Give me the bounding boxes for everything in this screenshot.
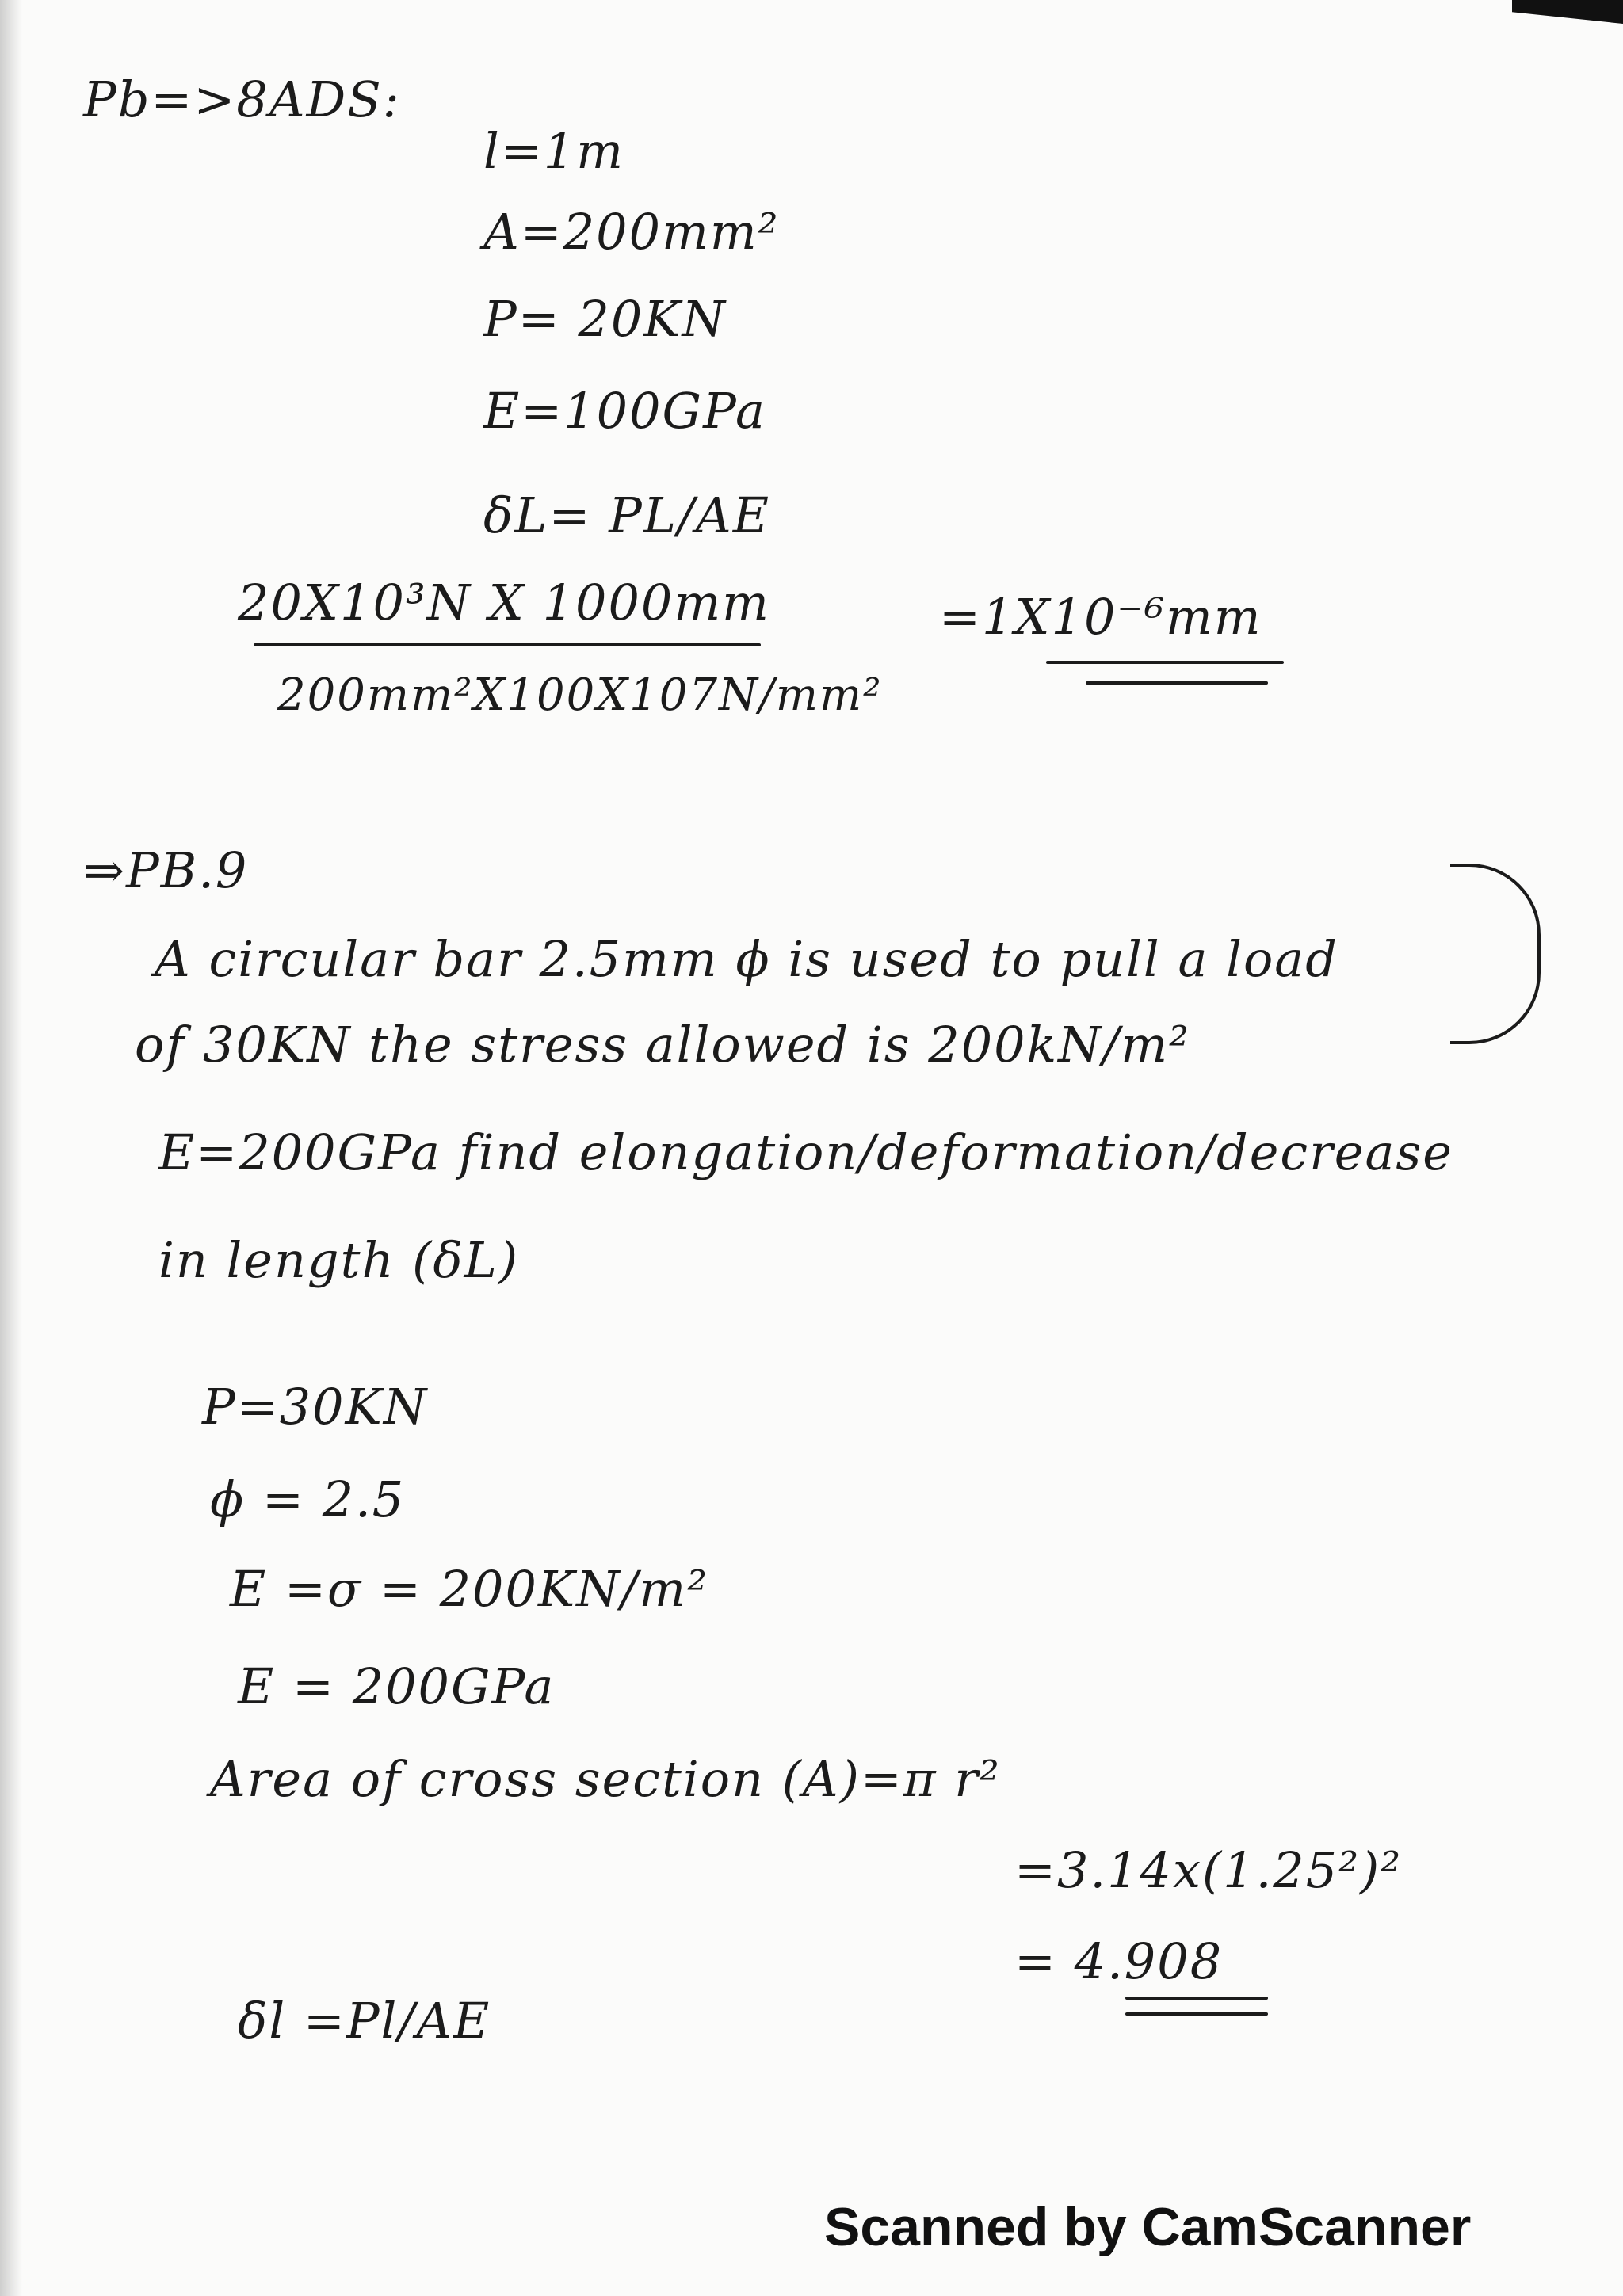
page-edge-shadow (0, 0, 22, 2296)
given-load: P= 20KN (483, 290, 727, 348)
given-modulus: E=100GPa (483, 382, 766, 440)
fraction-numerator: 20X10³N X 1000mm (238, 574, 770, 631)
statement-line-2: of 30KN the stress allowed is 200kN/m² (135, 1016, 1190, 1074)
elongation-formula: δl =Pl/AE (238, 1992, 491, 2050)
given-modulus-9: E = 200GPa (238, 1657, 556, 1715)
given-area: A=200mm² (483, 203, 780, 261)
problem-9-heading: ⇒PB.9 (83, 841, 249, 899)
given-stress: E =σ = 200KN/m² (230, 1560, 709, 1618)
area-substitution: =3.14x(1.25²)² (1014, 1841, 1403, 1899)
area-underline-1 (1125, 1997, 1268, 2000)
fraction-bar (254, 643, 761, 646)
statement-line-3: E=200GPa find elongation/deformation/decrease (158, 1123, 1453, 1181)
statement-line-4: in length (δL) (158, 1231, 520, 1289)
given-load-9: P=30KN (202, 1378, 429, 1436)
statement-line-1: A circular bar 2.5mm ϕ is used to pull a load (155, 930, 1338, 988)
formula-elongation: δL= PL/AE (483, 486, 770, 544)
result-underline-1 (1046, 661, 1284, 664)
area-result: = 4.908 (1014, 1932, 1224, 1990)
problem-8-heading: Pb=>8ADS: (83, 71, 401, 128)
given-length: l=1m (483, 122, 625, 180)
area-underline-2 (1125, 2012, 1268, 2016)
camscanner-footer: Scanned by CamScanner (824, 2197, 1472, 2257)
statement-bracket (1450, 864, 1541, 1044)
result-value: =1X10⁻⁶mm (939, 588, 1262, 646)
fraction-denominator: 200mm²X100X107N/mm² (277, 669, 883, 721)
result-underline-2 (1086, 681, 1268, 685)
given-diameter: ϕ = 2.5 (210, 1470, 406, 1528)
corner-mark (1512, 0, 1623, 24)
area-formula: Area of cross section (A)=π r² (210, 1750, 1001, 1808)
